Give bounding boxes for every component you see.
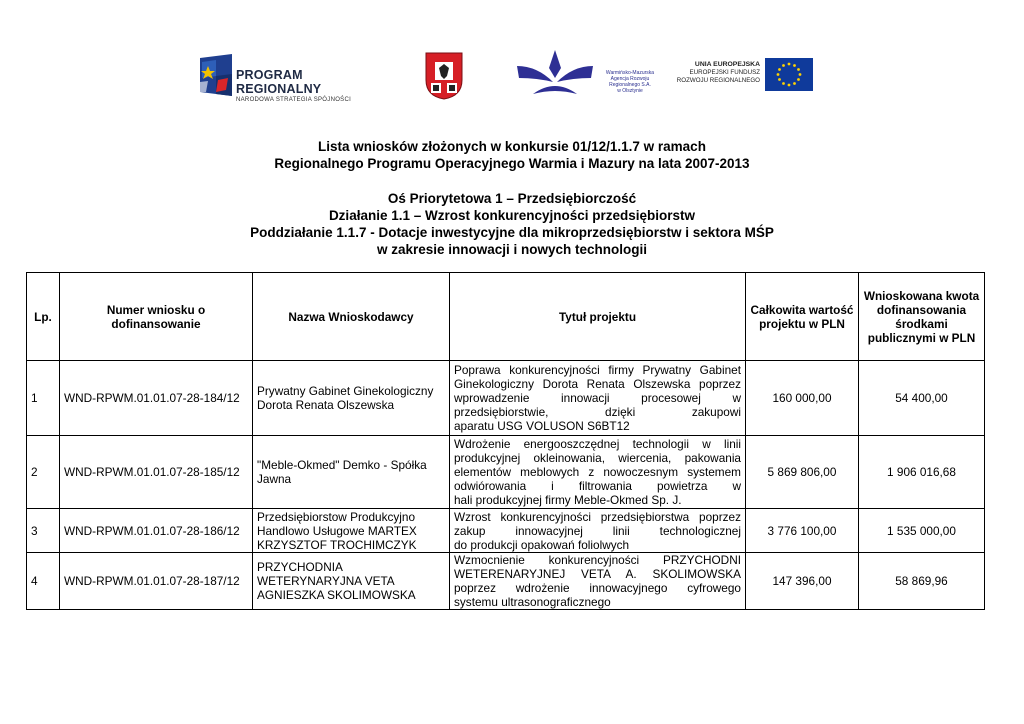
row-title-text: Wzmocnienie konkurencyjności PRZYCHODNI WETERENARYJNEJ VETA A. SKOLIMOWSKA poprzez wdrożenie innowacyjnego cyfrowego xyxy=(454,553,741,595)
program-regionalny-logo xyxy=(198,52,374,103)
program-logo-subtitle: NARODOWA STRATEGIA SPÓJNOŚCI xyxy=(236,97,352,103)
row-lp: 4 xyxy=(27,553,60,610)
document-subtitle xyxy=(0,190,1024,258)
row-number: WND-RPWM.01.01.07-28-186/12 xyxy=(60,509,253,553)
row-total: 5 869 806,00 xyxy=(746,436,859,509)
row-number: WND-RPWM.01.01.07-28-184/12 xyxy=(60,361,253,436)
row-lp: 3 xyxy=(27,509,60,553)
row-number: WND-RPWM.01.01.07-28-187/12 xyxy=(60,553,253,610)
row-title-end: systemu ultrasonograficznego xyxy=(454,595,611,609)
submeasure-line-1: Poddziałanie 1.1.7 - Dotacje inwestycyjne dla mikroprzedsiębiorstw i sektora MŚP xyxy=(250,225,774,240)
table-header-row xyxy=(27,273,985,361)
row-requested: 54 400,00 xyxy=(859,361,985,436)
row-lp: 1 xyxy=(27,361,60,436)
warmia-mazury-crest xyxy=(425,52,463,100)
header-requested: Wnioskowana kwota dofinansowania środkami publicznymi w PLN xyxy=(859,273,985,361)
eu-logo xyxy=(672,58,817,92)
row-title xyxy=(450,509,746,553)
row-title-text: Wdrożenie energooszczędnej technologii w linii produkcyjnej okleinowania, wiercenia, pakowania elementów meblowych z nowoczesnym systemem odwiórowania i filtrowania powietrza w xyxy=(454,437,741,493)
title-line-1: Lista wniosków złożonych w konkursie 01/12/1.1.7 w ramach xyxy=(318,139,706,154)
measure: Działanie 1.1 – Wzrost konkurencyjności przedsiębiorstw xyxy=(328,208,696,223)
program-logo-title: PROGRAM REGIONALNY xyxy=(236,68,322,96)
row-total: 3 776 100,00 xyxy=(746,509,859,553)
row-title xyxy=(450,436,746,509)
document-title xyxy=(0,138,1024,172)
row-applicant: Przedsiębiorstow Produkcyjno Handlowo Usługowe MARTEX KRZYSZTOF TROCHIMCZYK xyxy=(253,509,450,553)
header-number: Numer wniosku o dofinansowanie xyxy=(60,273,253,361)
header-applicant: Nazwa Wnioskodawcy xyxy=(253,273,450,361)
priority-axis: Oś Priorytetowa 1 – Przedsiębiorczość xyxy=(387,191,637,206)
title-line-2: Regionalnego Programu Operacyjnego Warmia i Mazury na lata 2007-2013 xyxy=(274,156,750,171)
agency-logo-text xyxy=(595,70,665,94)
table-row xyxy=(27,553,985,610)
eu-logo-text xyxy=(672,61,760,85)
header-title: Tytuł projektu xyxy=(450,273,746,361)
eu-line-1: UNIA EUROPEJSKA xyxy=(694,61,760,68)
header-lp: Lp. xyxy=(27,273,60,361)
logo-bar xyxy=(0,46,1024,106)
table-row xyxy=(27,361,985,436)
agency-line-2: Agencja Rozwoju Regionalnego S.A. xyxy=(609,76,651,88)
agency-logo xyxy=(515,48,665,102)
row-requested: 58 869,96 xyxy=(859,553,985,610)
coat-of-arms-icon xyxy=(425,52,463,100)
row-title xyxy=(450,553,746,610)
program-logo-mark-icon xyxy=(198,52,234,98)
row-requested: 1 906 016,68 xyxy=(859,436,985,509)
row-lp: 2 xyxy=(27,436,60,509)
eu-line-3: ROZWOJU REGIONALNEGO xyxy=(676,77,760,84)
agency-line-3: w Olsztynie xyxy=(617,88,643,94)
row-title-text: Wzrost konkurencyjności przedsiębiorstwa poprzez zakup innowacyjnej linii technologicznej xyxy=(454,509,741,538)
agency-logo-mark-icon xyxy=(515,48,595,102)
row-total: 147 396,00 xyxy=(746,553,859,610)
eu-flag-icon xyxy=(765,58,813,91)
row-number: WND-RPWM.01.01.07-28-185/12 xyxy=(60,436,253,509)
agency-line-1: Warmińsko-Mazurska xyxy=(605,70,655,76)
row-total: 160 000,00 xyxy=(746,361,859,436)
row-title-end: hali produkcyjnej firmy Meble-Okmed Sp. J. xyxy=(454,493,682,507)
applications-table xyxy=(26,272,985,610)
row-requested: 1 535 000,00 xyxy=(859,509,985,553)
table-row xyxy=(27,509,985,553)
submeasure-line-2: w zakresie innowacji i nowych technologii xyxy=(376,242,648,257)
row-title-end: aparatu USG VOLUSON S6BT12 xyxy=(454,419,630,433)
row-applicant: Prywatny Gabinet Ginekologiczny Dorota Renata Olszewska xyxy=(253,361,450,436)
row-applicant: PRZYCHODNIA WETERYNARYJNA VETA AGNIESZKA SKOLIMOWSKA xyxy=(253,553,450,610)
row-applicant: "Meble-Okmed" Demko - Spółka Jawna xyxy=(253,436,450,509)
row-title xyxy=(450,361,746,436)
table-row xyxy=(27,436,985,509)
eu-line-2: EUROPEJSKI FUNDUSZ xyxy=(689,69,760,76)
row-title-end: do produkcji opakowań foliolwych xyxy=(454,537,630,552)
header-total: Całkowita wartość projektu w PLN xyxy=(746,273,859,361)
row-title-text: Poprawa konkurencyjności firmy Prywatny Gabinet Ginekologiczny Dorota Renata Olszewska poprzez wprowadzenie innowacji procesowej w przedsiębiorstwie, dzięki zakupowi xyxy=(454,363,741,419)
